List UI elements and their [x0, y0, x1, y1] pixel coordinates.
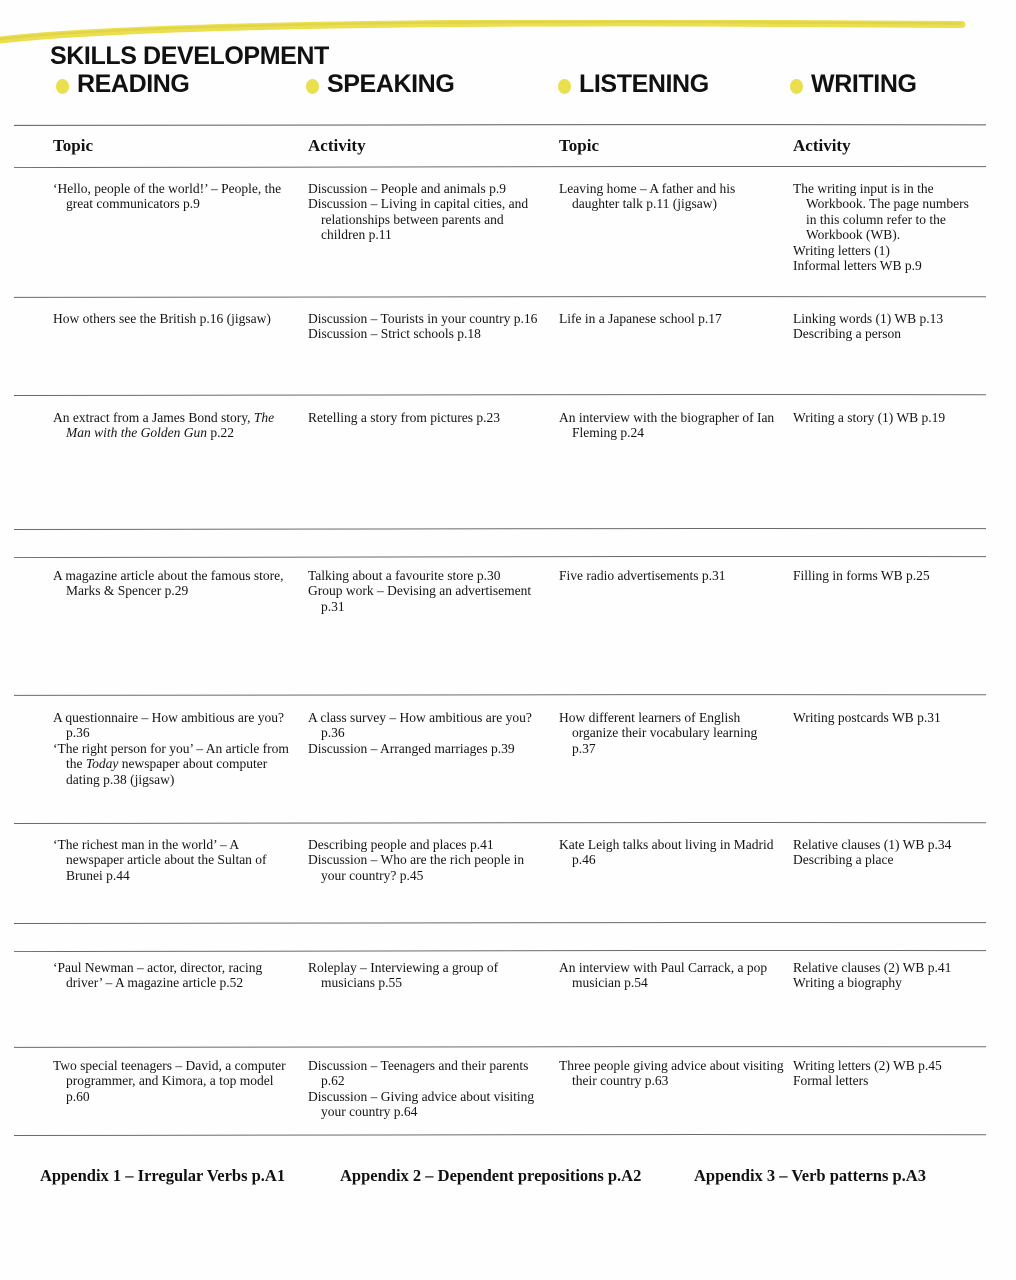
cell-line: Describing a place [793, 852, 894, 868]
yellow-dot-icon [56, 79, 69, 94]
cell-line: An interview with the biographer of Ian Fleming p.24 [559, 410, 775, 441]
table-rule [14, 124, 986, 126]
cell-line: Discussion – Teenagers and their parents p.62 [308, 1058, 529, 1089]
cell-line: Describing a person [793, 326, 901, 342]
table-rule [14, 1134, 986, 1136]
writing-activity-cell [793, 960, 978, 991]
cell-line: Life in a Japanese school p.17 [559, 311, 722, 326]
speaking-activity-cell [308, 960, 548, 991]
listening-topic-cell [559, 1058, 784, 1089]
table-rule [14, 822, 986, 824]
listening-topic-cell [559, 568, 784, 583]
cell-line: Describing people and places p.41 [308, 837, 494, 852]
speaking-activity-cell [308, 710, 548, 756]
appendix-3: Appendix 3 – Verb patterns p.A3 [694, 1166, 926, 1185]
table-rule [14, 922, 986, 924]
cell-line: ‘The richest man in the world’ – A newspaper article about the Sultan of Brunei p.44 [53, 837, 267, 883]
cell-line: Discussion – Giving advice about visiting your country p.64 [308, 1088, 535, 1120]
writing-activity-cell [793, 311, 978, 342]
speaking-activity-cell [308, 837, 548, 883]
speaking-activity-cell [308, 1058, 548, 1120]
cell-line: Writing letters (2) WB p.45 [793, 1058, 942, 1073]
table-rule [14, 950, 986, 952]
reading-topic-cell [53, 568, 298, 599]
listening-topic-cell [559, 837, 784, 868]
skill-heading-label: SPEAKING [327, 70, 455, 98]
table-rule [14, 394, 986, 396]
skill-heading-label: READING [77, 70, 190, 98]
cell-line: Writing postcards WB p.31 [793, 710, 941, 725]
appendix-1: Appendix 1 – Irregular Verbs p.A1 [40, 1166, 286, 1185]
reading-topic-cell [53, 837, 298, 883]
table-rule [14, 1046, 986, 1048]
cell-line: Kate Leigh talks about living in Madrid p.46 [559, 837, 774, 868]
listening-topic-cell [559, 181, 784, 212]
yellow-dot-icon [558, 79, 571, 94]
column-header-writing-activity: Activity [793, 136, 851, 155]
page-title: SKILLS DEVELOPMENT [50, 42, 329, 70]
listening-topic-cell [559, 710, 784, 756]
listening-topic-cell [559, 960, 784, 991]
cell-line: Talking about a favourite store p.30 [308, 568, 501, 583]
cell-line: Writing letters (1) [793, 242, 890, 258]
column-header-listening-topic: Topic [559, 136, 600, 155]
cell-line: How different learners of English organize their vocabulary learning p.37 [559, 710, 758, 756]
table-rule [14, 528, 986, 530]
cell-line: Five radio advertisements p.31 [559, 568, 726, 583]
cell-line: Linking words (1) WB p.13 [793, 311, 944, 326]
reading-topic-cell [53, 710, 298, 787]
cell-line: Two special teenagers – David, a computer programmer, and Kimora, a top model p.60 [53, 1058, 286, 1104]
cell-line: ‘Paul Newman – actor, director, racing driver’ – A magazine article p.52 [53, 960, 263, 991]
cell-line: Filling in forms WB p.25 [793, 568, 930, 583]
cell-line: Writing a biography [793, 975, 902, 991]
cell-line: ‘Hello, people of the world!’ – People, the great communicators p.9 [53, 181, 282, 212]
cell-line: A questionnaire – How ambitious are you? p.36 [53, 710, 284, 741]
table-rule [14, 556, 986, 558]
reading-topic-cell [53, 1058, 298, 1104]
cell-line: An interview with Paul Carrack, a pop musician p.54 [559, 960, 768, 991]
table-rule [14, 166, 986, 168]
cell-line: Discussion – Arranged marriages p.39 [308, 740, 515, 756]
reading-topic-cell [53, 181, 298, 212]
skill-heading-label: LISTENING [579, 70, 709, 98]
speaking-activity-cell [308, 410, 548, 425]
skill-headings [50, 72, 990, 106]
cell-line: Leaving home – A father and his daughter talk p.11 (jigsaw) [559, 181, 736, 212]
cell-line: Discussion – Strict schools p.18 [308, 326, 481, 342]
skill-heading-listening [558, 72, 709, 97]
cell-line: Discussion – People and animals p.9 [308, 181, 506, 196]
skill-heading-reading [56, 72, 189, 97]
writing-activity-cell [793, 837, 978, 868]
speaking-activity-cell [308, 181, 548, 243]
listening-topic-cell [559, 311, 784, 326]
cell-line: ‘The right person for you’ – An article from the Today newspaper about computer dating p.38 (jigsaw) [53, 740, 289, 787]
writing-activity-cell [793, 181, 978, 273]
cell-line: An extract from a James Bond story, The Man with the Golden Gun p.22 [53, 410, 275, 441]
skill-heading-writing [790, 72, 917, 97]
writing-activity-cell [793, 568, 978, 583]
yellow-dot-icon [306, 79, 319, 94]
speaking-activity-cell [308, 568, 548, 614]
column-header-speaking-activity: Activity [308, 136, 366, 155]
reading-topic-cell [53, 960, 298, 991]
yellow-dot-icon [790, 79, 803, 94]
listening-topic-cell [559, 410, 784, 441]
cell-line: Discussion – Living in capital cities, and relationships between parents and children p.11 [308, 196, 529, 243]
reading-topic-cell [53, 410, 298, 441]
masthead [50, 44, 990, 108]
cell-line: Three people giving advice about visiting their country p.63 [559, 1058, 784, 1089]
writing-activity-cell [793, 710, 978, 725]
skill-heading-label: WRITING [811, 70, 917, 98]
cell-line: A class survey – How ambitious are you? p.36 [308, 710, 532, 741]
speaking-activity-cell [308, 311, 548, 342]
appendix-2: Appendix 2 – Dependent prepositions p.A2 [340, 1166, 642, 1185]
cell-line: Retelling a story from pictures p.23 [308, 410, 500, 425]
table-rule [14, 694, 986, 696]
writing-activity-cell [793, 410, 978, 425]
cell-line: Relative clauses (2) WB p.41 [793, 960, 952, 975]
writing-activity-cell [793, 1058, 978, 1089]
cell-line: The writing input is in the Workbook. The page numbers in this column refer to the Workbook (WB). [793, 181, 969, 243]
cell-line: Writing a story (1) WB p.19 [793, 410, 946, 425]
cell-line: Group work – Devising an advertisement p.31 [308, 583, 532, 614]
cell-line: Informal letters WB p.9 [793, 258, 922, 274]
cell-line: Discussion – Tourists in your country p.16 [308, 311, 538, 326]
cell-line: Roleplay – Interviewing a group of musicians p.55 [308, 960, 499, 991]
cell-line: Formal letters [793, 1073, 869, 1089]
column-header-reading-topic: Topic [53, 136, 94, 155]
cell-line: Discussion – Who are the rich people in your country? p.45 [308, 852, 525, 883]
skill-heading-speaking [306, 72, 454, 97]
cell-line: A magazine article about the famous store, Marks & Spencer p.29 [53, 568, 284, 599]
cell-line: How others see the British p.16 (jigsaw) [53, 311, 271, 326]
cell-line: Relative clauses (1) WB p.34 [793, 837, 952, 852]
table-rule [14, 296, 986, 298]
reading-topic-cell [53, 311, 298, 326]
